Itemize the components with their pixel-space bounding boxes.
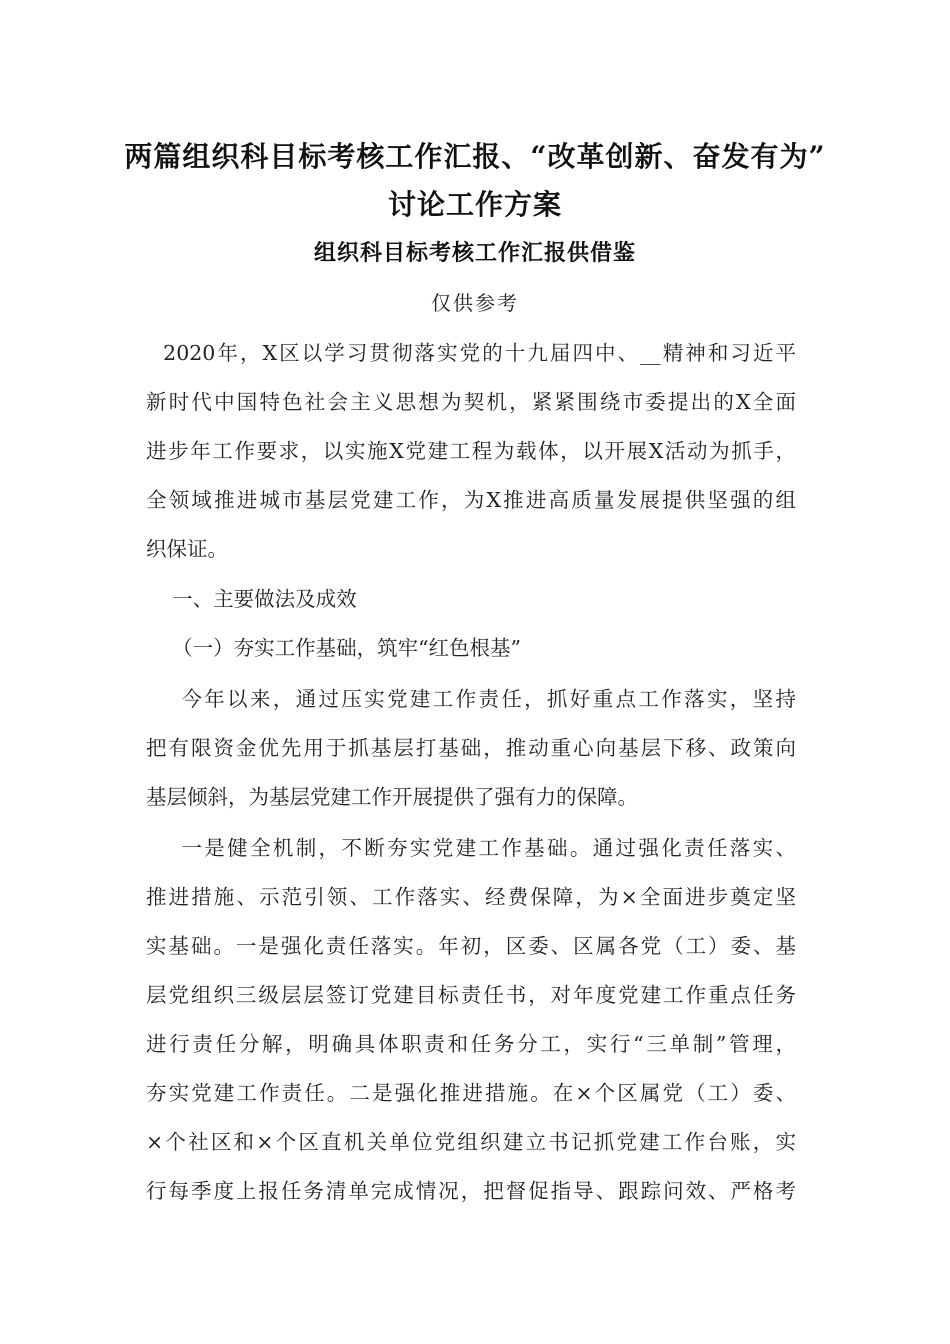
body-line-6: 今年以来，通过压实党建工作责任，抓好重点工作落实，坚持 (146, 687, 796, 711)
body-line-4: 全领域推进城市基层党建工作，为X推进高质量发展提供坚强的组 (146, 488, 796, 512)
body-line-2: 新时代中国特色社会主义思想为契机，紧紧围绕市委提出的X全面 (146, 390, 796, 414)
reference-note: 仅供参考 (431, 291, 519, 315)
section-heading-1-1: （一）夯实工作基础，筑牢“红色根基” (146, 636, 522, 660)
body-line-7: 把有限资金优先用于抓基层打基础，推动重心向基层下移、政策向 (146, 736, 796, 760)
section-subtitle: 组织科目标考核工作汇报供借鉴 (313, 240, 636, 266)
body-line-13: 进行责任分解，明确具体职责和任务分工，实行“三单制”管理， (146, 1032, 796, 1056)
document-title-line-1: 两篇组织科目标考核工作汇报、“改革创新、奋发有为” (124, 140, 826, 173)
body-line-9: 一是健全机制，不断夯实党建工作基础。通过强化责任落实、 (146, 836, 796, 860)
section-heading-1: 一、主要做法及成效 (146, 587, 357, 611)
document-title-line-2: 讨论工作方案 (387, 188, 562, 221)
body-line-3: 进步年工作要求，以实施X党建工程为载体，以开展X活动为抓手， (146, 439, 796, 463)
body-line-11: 实基础。一是强化责任落实。年初，区委、区属各党（工）委、基 (146, 934, 796, 958)
body-line-5: 织保证。 (146, 537, 228, 561)
body-line-15: ×个社区和×个区直机关单位党组织建立书记抓党建工作台账，实 (146, 1130, 796, 1154)
body-line-8: 基层倾斜，为基层党建工作开展提供了强有力的保障。 (146, 785, 638, 809)
body-line-16: 行每季度上报任务清单完成情况，把督促指导、跟踪问效、严格考 (146, 1179, 796, 1203)
body-line-10: 推进措施、示范引领、工作落实、经费保障，为×全面进步奠定坚 (146, 885, 796, 909)
body-line-12: 层党组织三级层层签订党建目标责任书，对年度党建工作重点任务 (146, 983, 796, 1007)
body-line-1: 2020年，X区以学习贯彻落实党的十九届四中、__精神和习近平 (146, 341, 796, 365)
body-line-14: 夯实党建工作责任。二是强化推进措施。在×个区属党（工）委、 (146, 1081, 796, 1105)
